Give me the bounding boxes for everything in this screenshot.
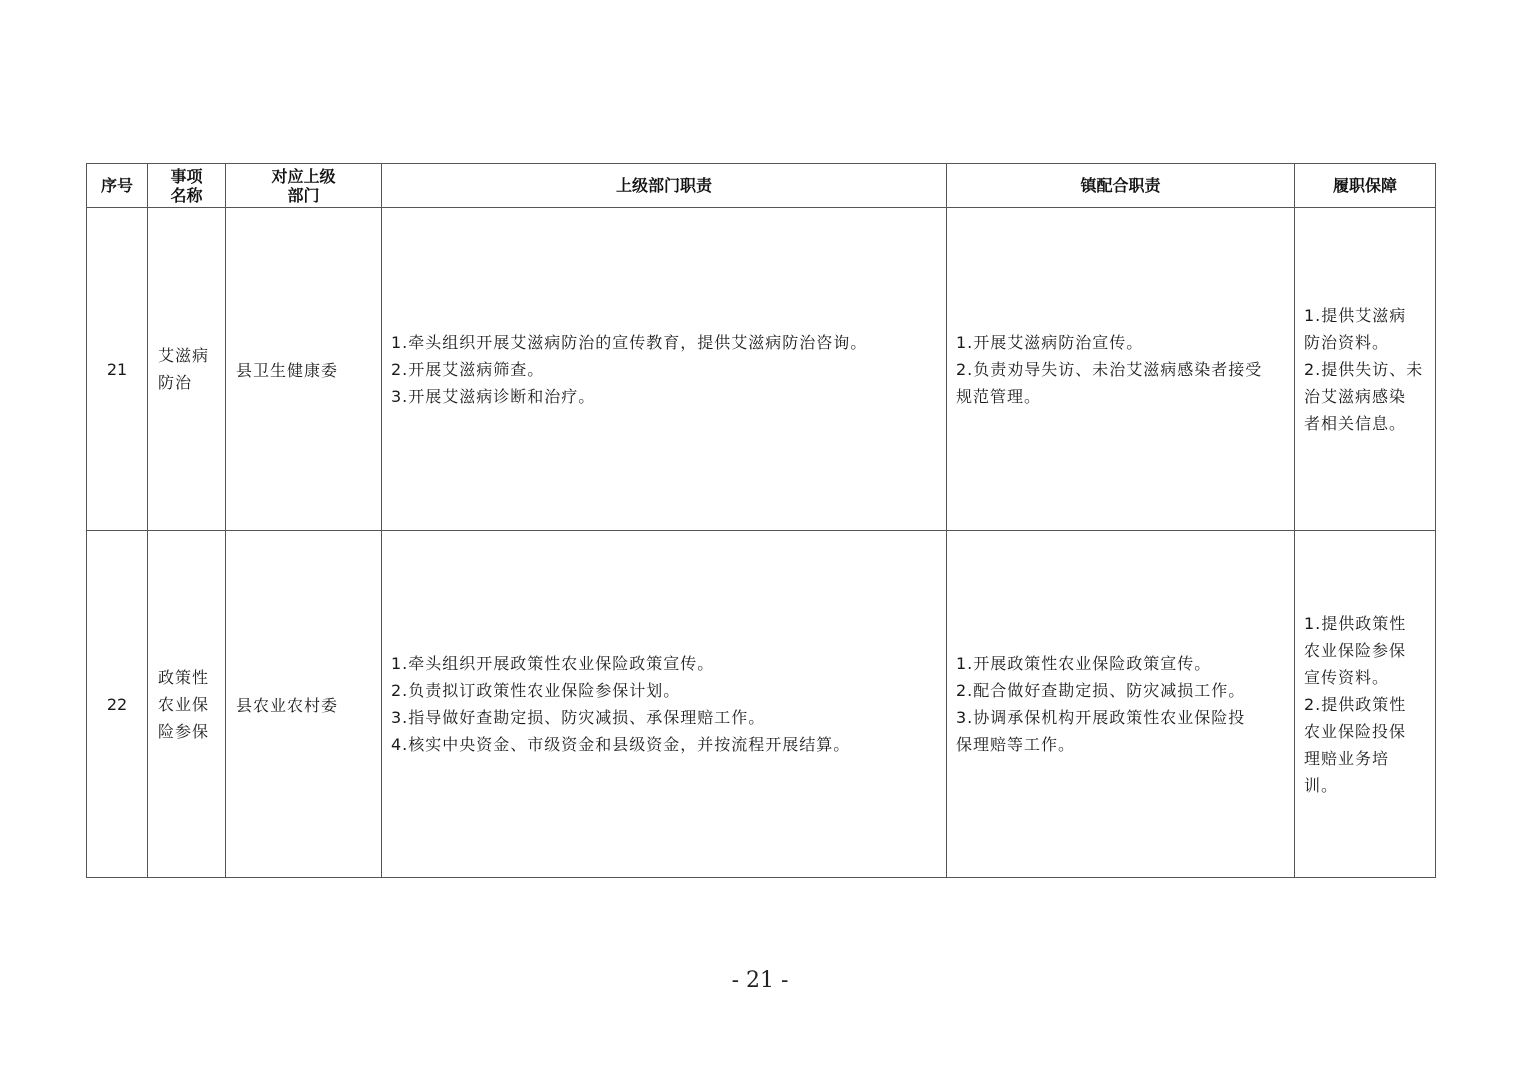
- table-row: [87, 531, 1436, 878]
- table-row: [87, 208, 1436, 531]
- row-guarantee: 1.提供政策性 农业保险参保 宣传资料。 2.提供政策性 农业保险投保 理赔业务培 训。: [1295, 531, 1436, 878]
- header-superior-dept: 对应上级 部门: [226, 164, 382, 208]
- row-item-name: 政策性 农业保 险参保: [148, 531, 226, 878]
- row-item-name: 艾滋病 防治: [148, 208, 226, 531]
- row-town-duties: 1.开展艾滋病防治宣传。 2.负责劝导失访、未治艾滋病感染者接受 规范管理。: [947, 208, 1295, 531]
- header-item-name: 事项 名称: [148, 164, 226, 208]
- row-no: 22: [87, 531, 148, 878]
- page-number: - 21 -: [731, 968, 789, 993]
- row-superior-dept: 县农业农村委: [226, 531, 382, 878]
- header-guarantee: 履职保障: [1295, 164, 1436, 208]
- header-superior-duties: 上级部门职责: [382, 164, 947, 208]
- header-town-duties: 镇配合职责: [947, 164, 1295, 208]
- row-town-duties: 1.开展政策性农业保险政策宣传。 2.配合做好查勘定损、防灾减损工作。 3.协调承保机构开展政策性农业保险投 保理赔等工作。: [947, 531, 1295, 878]
- duty-table: [86, 163, 1436, 878]
- row-no: 21: [87, 208, 148, 531]
- row-superior-dept: 县卫生健康委: [226, 208, 382, 531]
- row-guarantee: 1.提供艾滋病 防治资料。 2.提供失访、未 治艾滋病感染 者相关信息。: [1295, 208, 1436, 531]
- table-header-row: [87, 164, 1436, 208]
- row-superior-duties: 1.牵头组织开展艾滋病防治的宣传教育，提供艾滋病防治咨询。 2.开展艾滋病筛查。 3.开展艾滋病诊断和治疗。: [382, 208, 947, 531]
- row-superior-duties: 1.牵头组织开展政策性农业保险政策宣传。 2.负责拟订政策性农业保险参保计划。 3.指导做好查勘定损、防灾减损、承保理赔工作。 4.核实中央资金、市级资金和县级资金，并按流程开展结算。: [382, 531, 947, 878]
- header-no: 序号: [87, 164, 148, 208]
